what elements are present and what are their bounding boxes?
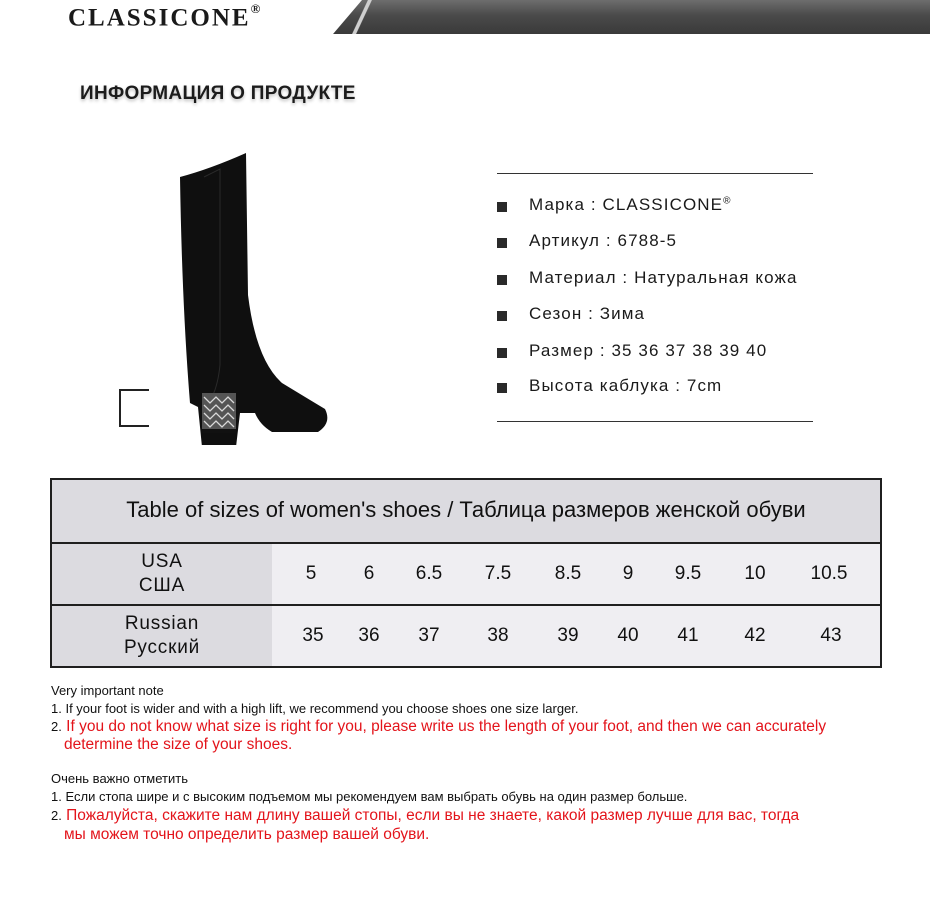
table-cell: 10.5 [810, 563, 848, 584]
table-cell: 8.5 [554, 563, 582, 584]
info-heel-text: Высота каблука : 7cm [529, 376, 723, 395]
note-ru-1 [51, 789, 687, 804]
info-material-text: Материал : Натуральная кожа [529, 268, 798, 287]
header-bar [0, 0, 930, 34]
table-cell: 36 [358, 625, 380, 646]
table-cell: 42 [744, 625, 766, 646]
row-header-russian [52, 606, 272, 666]
table-cell: 39 [557, 625, 579, 646]
row-header-label: Русский [123, 637, 201, 658]
brand-name: CLASSICONE [68, 4, 251, 32]
table-cell: 38 [487, 625, 509, 646]
info-article-text: Артикул : 6788-5 [529, 231, 678, 250]
note-ru-2 [51, 807, 799, 825]
row-header-usa [52, 544, 272, 604]
info-season-text: Сезон : Зима [529, 304, 646, 323]
note-number: 1. [51, 701, 62, 716]
info-size-text: Размер : 35 36 37 38 39 40 [529, 341, 768, 360]
note-number: 2. [51, 719, 62, 734]
section-title: ИНФОРМАЦИЯ О ПРОДУКТЕ [80, 83, 356, 104]
table-row-russian [52, 606, 880, 666]
note-text: If you do not know what size is right for you, please write us the length of your foot, and then we can accurately [66, 718, 827, 735]
corner-bracket-icon [119, 389, 149, 427]
info-brand-mark: ® [723, 195, 732, 207]
table-cell: 10 [744, 563, 766, 584]
info-top-rule [497, 173, 813, 174]
note-text: Пожалуйста, скажите нам длину вашей стопы, если вы не знаете, какой размер лучше для вас, тогда [66, 807, 800, 824]
size-table-title: Table of sizes of women's shoes / Таблица размеров женской обуви [52, 480, 880, 544]
note-number: 2. [51, 808, 62, 823]
table-cell: 6.5 [415, 563, 443, 584]
bullet-square-icon [497, 348, 507, 358]
note-number: 1. [51, 789, 62, 804]
note-ru-2-cont: мы можем точно определить размер вашей обуви. [64, 826, 430, 843]
bullet-square-icon [497, 275, 507, 285]
brand-divider [350, 0, 374, 34]
bullet-square-icon [497, 202, 507, 212]
note-heading-ru: Очень важно отметить [51, 771, 188, 786]
note-heading-en: Very important note [51, 683, 164, 698]
table-cell: 9 [622, 563, 634, 584]
note-text: Если стопа шире и с высоким подъемом мы рекомендуем вам выбрать обувь на один размер больше. [65, 789, 688, 804]
table-row-usa [52, 544, 880, 606]
note-en-2 [51, 718, 826, 736]
table-cell: 37 [418, 625, 440, 646]
bullet-square-icon [497, 311, 507, 321]
table-cell: 41 [677, 625, 699, 646]
bullet-square-icon [497, 383, 507, 393]
brand-logo [68, 1, 261, 32]
table-cell: 35 [302, 625, 324, 646]
size-table [50, 478, 882, 668]
bullet-square-icon [497, 238, 507, 248]
row-values [272, 544, 880, 604]
table-cell: 9.5 [674, 563, 702, 584]
table-cell: 43 [820, 625, 842, 646]
boot-product-icon [160, 145, 360, 445]
note-en-1 [51, 701, 579, 716]
table-cell: 6 [363, 563, 375, 584]
brand-registered-mark: ® [250, 1, 261, 16]
table-cell: 7.5 [484, 563, 512, 584]
note-en-2-cont: determine the size of your shoes. [64, 736, 293, 753]
info-bottom-rule [497, 421, 813, 422]
row-header-label: США [138, 575, 186, 596]
row-header-label: Russian [124, 613, 200, 634]
table-cell: 40 [617, 625, 639, 646]
row-header-label: USA [141, 551, 183, 572]
info-brand-text: Марка : CLASSICONE [529, 195, 724, 214]
table-cell: 5 [305, 563, 317, 584]
note-text: If your foot is wider and with a high lift, we recommend you choose shoes one size larger. [65, 701, 579, 716]
row-values [272, 606, 880, 666]
